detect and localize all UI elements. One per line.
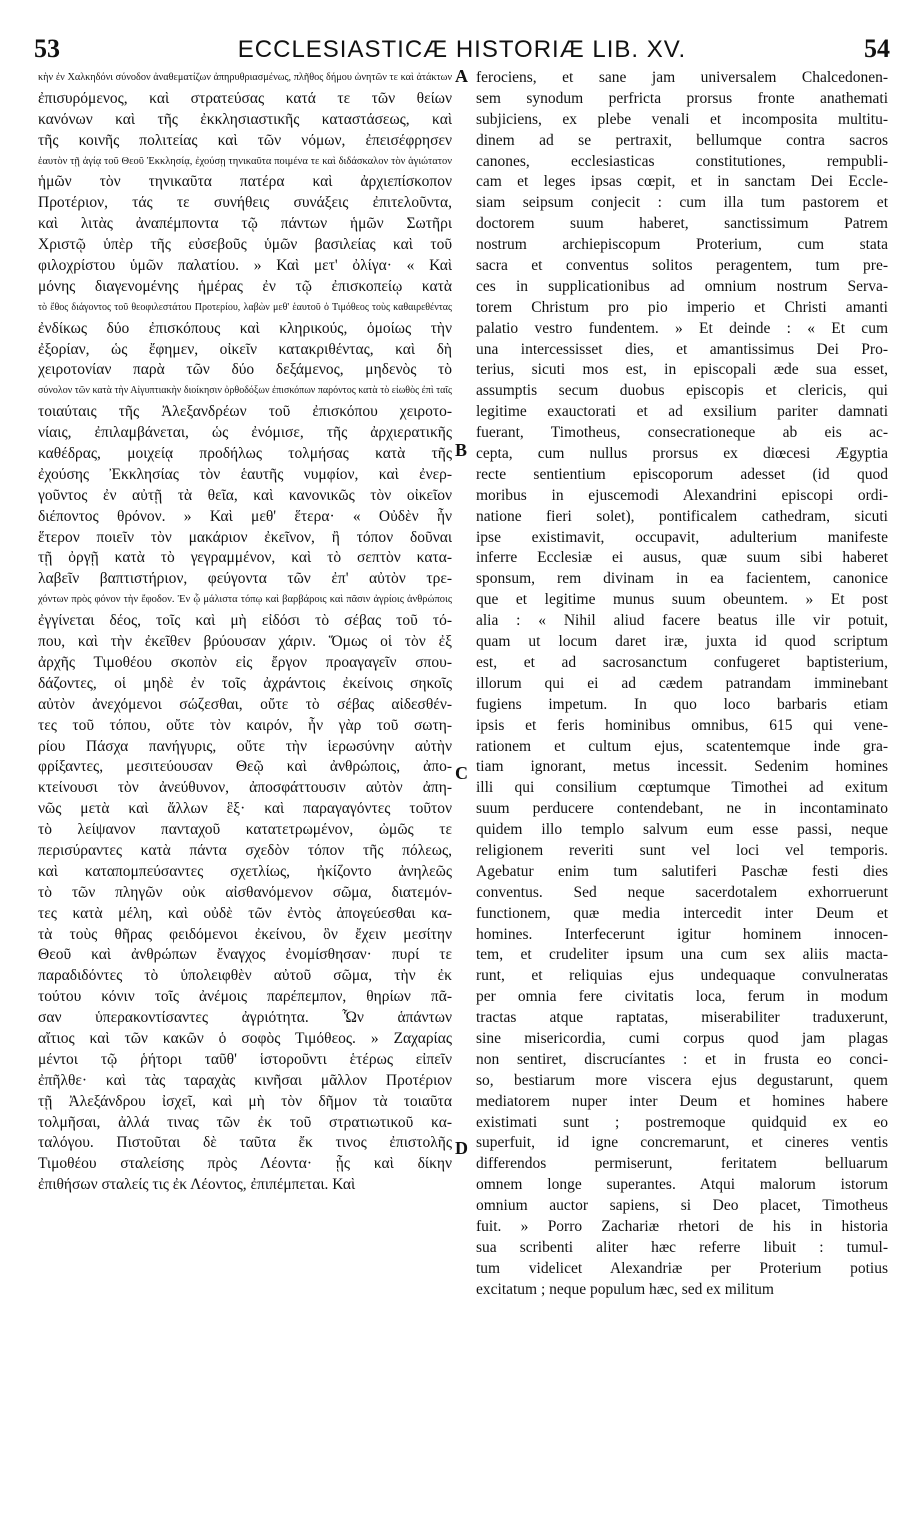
- latin-text-line: cepta, cum nullus prorsus ex diœcesi Ægyptia: [476, 445, 888, 463]
- section-marker-d: D: [455, 1138, 468, 1158]
- greek-text-line: μόνης διαγενομένης ἡμέρας ἐν τῷ ἐπισκοπείῳ κατὰ: [38, 277, 452, 295]
- latin-text-line: sacra et conventus solitos peragentem, tum pre-: [476, 257, 888, 275]
- greek-text-line: γοῦντος ἐν αὐτῇ τὰ θεῖα, καὶ κανονικῶς τὸν οἰκεῖον: [38, 486, 452, 504]
- greek-text-line: τῇ ὀργῇ κατὰ τὸ γεγραμμένον, καὶ τὸ σεπτὸν κατα-: [38, 549, 452, 567]
- greek-text-line: διέποντος θρόνον. » Καὶ μεθ' ἕτερα· « Οὐδὲν ἦν: [38, 507, 452, 525]
- latin-text-line: canones, ecclesiasticas constitutiones, rempubli-: [476, 152, 888, 170]
- greek-text-line: τὸ ἔθος διάγοντος τοῦ θεοφιλεστάτου Προτερίου, λαβὼν μεθ' ἑαυτοῦ ὁ Τιμόθεος τοὺς καθαιρεθέντας: [38, 301, 452, 313]
- greek-text-line: κτείνουσι τὸν ἀνεύθυνον, ἀποσφάττουσιν αὐτὸν ἀπη-: [38, 779, 452, 797]
- greek-text-line: τῆς κοινῆς πολιτείας καὶ τῶν νόμων, ἐπεισέφρησεν: [38, 131, 452, 149]
- greek-text-line: ἑαυτὸν τῇ ἁγίᾳ τοῦ Θεοῦ Ἐκκλησίᾳ, ἐχούσῃ τηνικαῦτα ποιμένα τε καὶ διδάσκαλον τὸν ἁγιώτατον: [38, 155, 452, 167]
- greek-text-line: ταλόγου. Πιστοῦται δὲ ταῦτα ἔκ τινος ἐπιστολῆς: [38, 1134, 452, 1152]
- latin-text-line: illorum qui ei ad cædem patrandam imminebant: [476, 674, 888, 692]
- greek-text-line: τὰ τοὺς θῆρας φειδόμενοι ἐκείνου, ὃν ἔχειν μεσίτην: [38, 925, 452, 943]
- latin-text-line: que et legitime munus suum obeuntem. » Et post: [476, 591, 888, 609]
- greek-text-line: αὐτὸν ἀνεχόμενοι σώζεσθαι, οὔτε τὸ σέβας αἰδεσθέν-: [38, 695, 452, 713]
- page-number-right: 54: [864, 34, 890, 63]
- greek-text-line: νίαις, ἐπιλαμβάνεται, ὡς ἐνόμισε, τῆς ἀρχιερατικῆς: [38, 424, 452, 442]
- latin-text-line: so, bestiarum more viscera ejus degustarunt, quem: [476, 1071, 888, 1089]
- latin-text-line: fuerant, Timotheus, consecrationeque ab eis ac-: [476, 424, 888, 442]
- greek-text-line: ἐγγίνεται δέος, τοῖς καὶ μὴ εἰδόσι τὸ σέβας τοῦ τό-: [38, 612, 452, 630]
- latin-text-line: sine misericordia, cumi corpus quod jam plagas: [476, 1029, 888, 1047]
- greek-text-line: δάζοντες, οἱ μηδὲ ἐν τοῖς ἀχράντοις ἐκείνοις σηκοῖς: [38, 674, 452, 692]
- latin-text-line: est, et ad sacrosanctum confugeret baptisterium,: [476, 653, 888, 671]
- running-title: ECCLESIASTICÆ HISTORIÆ LIB. XV.: [237, 36, 687, 63]
- greek-text-line: καὶ καταπομπεύσαντες σχετλίως, ἠκίζοντο ἀνηλεῶς: [38, 862, 452, 880]
- greek-text-line: Θεοῦ καὶ ἀνθρώπων ἔναγχος ἐνομίσθησαν· πυρί τε: [38, 946, 452, 964]
- latin-text-line: suum perducere contendebant, ne in incontaminato: [476, 800, 888, 818]
- greek-text-line: τολμῆσαι, ἀλλά τινας τῶν ἐκ τοῦ στρατιωτικοῦ κα-: [38, 1113, 452, 1131]
- latin-text-line: recte sentientium episcoporum adesset (id quod: [476, 465, 888, 483]
- latin-text-line: tiam ignorant, metus incessit. Sedenim homines: [476, 758, 888, 776]
- greek-text-line: Προτέριον, τάς τε συνήθεις συνάξεις ἐπιτελοῦντα,: [38, 194, 452, 212]
- greek-text-line: μέντοι τῷ ῥήτορι ταῦθ' ἱστοροῦντι ἑτέρως εἰπεῖν: [38, 1050, 452, 1068]
- latin-text-line: tum videlicet Alexandriæ per Proterium potius: [476, 1259, 888, 1277]
- latin-text-line: quidem illo templo salvum eum esse passi, neque: [476, 821, 888, 839]
- latin-text-line: doctorem suum haberet, sanctissimum Patrem: [476, 215, 888, 233]
- greek-text-line: ἐξορίαν, ὡς ἔφημεν, οἰκεῖν κατακριθέντας, καὶ δὴ: [38, 340, 452, 358]
- latin-text-line: ipsis et feris hominibus omnibus, 615 qui vene-: [476, 716, 888, 734]
- latin-column: [476, 68, 888, 1301]
- latin-text-line: ferociens, et sane jam universalem Chalcedonen-: [476, 69, 888, 86]
- greek-text-line: καὶ λιτὰς ἀναπέμποντα τῷ πάντων ἡμῶν Σωτῆρι: [38, 215, 452, 233]
- greek-text-line: τὸ τῶν πληγῶν οὐκ αἰσθανόμενον σῶμα, διατεμόν-: [38, 883, 452, 901]
- latin-text-line: Agebatur enim tum salutiferi Paschæ festi dies: [476, 862, 888, 880]
- greek-text-line: ἐπῆλθε· καὶ τὰς ταραχὰς κινῆσαι μᾶλλον Προτέριον: [38, 1071, 452, 1089]
- latin-text-line: cam et leges ipsas cœpit, et in sanctam Dei Eccle-: [476, 173, 888, 191]
- latin-text-line: runt, et reliquias ejus undequaque convulneratas: [476, 967, 888, 985]
- greek-text-line: ἐπιθήσων σταλείς τις ἐκ Λέοντος, ἐπιπέμπεται. Καὶ: [38, 1176, 356, 1194]
- section-marker-c: C: [455, 763, 468, 783]
- latin-text-line: differendos permiserunt, feritatem belluarum: [476, 1155, 888, 1173]
- greek-text-line: φρίξαντες, μεσιτεύουσαν Θεῷ καὶ ἀνθρώποις, ἀπο-: [38, 758, 452, 776]
- greek-text-line: τούτου κόνιν τοῖς ἀνέμοις παρέπεμπον, θηρίων πᾶ-: [38, 988, 452, 1006]
- greek-column: [38, 68, 452, 1196]
- latin-text-line: rationem et cultum ejus, scatentemque inde gra-: [476, 737, 888, 755]
- greek-text-line: ἡμῶν τὸν τηνικαῦτα πατέρα καὶ ἀρχιεπίσκοπον: [38, 173, 452, 191]
- greek-text-line: τῇ Ἀλεξάνδρου ἰσχεῖ, καὶ μὴ τὸν δῆμον τὰ τοιαῦτα: [38, 1092, 452, 1110]
- greek-text-line: περισύραντες κατὰ πάντα σχεδὸν τόπον τῆς πόλεως,: [38, 841, 452, 859]
- latin-text-line: palatio vestro fundentem. » Et deinde : « Et cum: [476, 319, 888, 337]
- latin-text-line: superfuit, id igne concremarunt, et cineres ventis: [476, 1134, 888, 1152]
- latin-text-line: sponsum, rem divinam in ea facientem, canonice: [476, 570, 888, 588]
- latin-text-line: omnem longe superantes. Atqui malorum istorum: [476, 1176, 888, 1194]
- greek-text-line: ρίου Πάσχα πανήγυρις, οὔτε τὴν ἱερωσύνην αὐτὴν: [38, 737, 452, 755]
- latin-text-line: subjiciens, ex plebe venali et incomposita multitu-: [476, 110, 888, 128]
- latin-text-line: quam ut locum daret iræ, juxta id quod scriptum: [476, 633, 888, 651]
- latin-text-line: illi qui consilium cœptumque Timothei ad exitum: [476, 779, 888, 797]
- latin-text-line: homines. Interfecerunt igitur hominem innocen-: [476, 925, 888, 943]
- latin-text-line: alia : « Nihil aliud facere beatus ille vir potuit,: [476, 612, 888, 630]
- latin-text-line: dinem ad se pertraxit, bellumque contra sacros: [476, 131, 888, 149]
- greek-text-line: που, καὶ τὴν ἐκεῖθεν βρύουσαν χάριν. Ὅμως οἱ τὸν ἐξ: [38, 633, 452, 651]
- latin-text-line: nostrum archiepiscopum Proterium, cum stata: [476, 236, 888, 254]
- greek-text-line: κὴν ἐν Χαλκηδόνι σύνοδον ἀναθεματίζων ἀπηρυθριασμένως, πλῆθος δήμου ὠνητῶν τε καὶ ἀτάκτων: [38, 72, 452, 83]
- section-marker-a: A: [455, 66, 468, 86]
- latin-text-line: per omnia fere civitatis loca, ferum in modum: [476, 988, 888, 1006]
- greek-text-line: ἐχούσης Ἐκκλησίας τὸν ἑαυτῆς νυμφίον, καὶ ἐνερ-: [38, 465, 452, 483]
- greek-text-line: ἐνδίκως δύο ἐπισκόπους καὶ κληρικούς, ὁμοίως τὴν: [38, 319, 452, 337]
- greek-text-line: χειροτονίαν παρὰ τῶν δύο δεξάμενος, μηδενὸς τὸ: [38, 361, 452, 379]
- section-marker-b: B: [455, 440, 468, 460]
- greek-text-line: τες τοῦ τόπου, οὔτε τὸν καιρόν, ἦν γὰρ τοῦ σωτη-: [38, 716, 452, 734]
- latin-text-line: tem, et crudeliter ipsum una cum sex aliis macta-: [476, 946, 888, 964]
- latin-text-line: assumptis secum duobus episcopis et clericis, qui: [476, 382, 888, 400]
- latin-text-line: tractas atque raptatas, miserabiliter traduxerunt,: [476, 1009, 888, 1027]
- latin-text-line: una intercessisset dies, et amantissimus Dei Pro-: [476, 340, 888, 358]
- greek-text-line: αἴτιος καὶ τῶν κακῶν ὁ σοφὸς Τιμόθεος. » Ζαχαρίας: [38, 1029, 452, 1047]
- greek-text-line: ἐπισυρόμενος, καὶ στρατεύσας κατά τε τῶν θείων: [38, 89, 452, 107]
- latin-text-line: fuit. » Porro Zachariæ rhetori de his in historia: [476, 1217, 888, 1235]
- latin-text-line: moribus in ejuscemodi Alexandrini episcopi ordi-: [476, 486, 888, 504]
- greek-text-line: νῶς μετὰ καὶ ἄλλων ἓξ· καὶ παραγαγόντες τοῦτον: [38, 800, 452, 818]
- greek-text-line: σύνολον τῶν κατὰ τὴν Αἰγυπτιακὴν διοίκησιν ὀρθοδόξων ἐπισκόπων παρόντος κατὰ τὸ εἰωθὸς ἐπὶ ταῖς: [38, 385, 452, 397]
- latin-text-line: terius, sicuti mos est, in episcopali æde sua esset,: [476, 361, 888, 379]
- greek-text-line: κανόνων καὶ τῆς ἐκκλησιαστικῆς καταστάσεως, καὶ: [38, 110, 452, 128]
- greek-text-line: φιλοχρίστου ὑμῶν παλατίου. » Καὶ μετ' ὀλίγα· « Καὶ: [38, 257, 452, 275]
- greek-text-line: ἀρχῆς Τιμοθέου σκοπὸν εἰς ἔργον προαγαγεῖν σπου-: [38, 653, 452, 671]
- latin-text-line: sem synodum perfricta prorsus fronte anathemati: [476, 89, 888, 107]
- latin-text-line: sua scribenti aliter hæc referre libuit : tumul-: [476, 1238, 888, 1256]
- latin-text-line: inferre Ecclesiæ ei ausus, quæ suum sibi haberet: [476, 549, 888, 567]
- greek-text-line: παραδιδόντες τὸ ὑπολειφθὲν αὐτοῦ σῶμα, τὴν ἐκ: [38, 967, 452, 985]
- page-header: [0, 34, 924, 70]
- latin-text-line: siam seipsum conjecit : cum illa tum pastorem et: [476, 194, 888, 212]
- greek-text-line: σαν ὑπερακοντίσαντες ἀγριότητα. Ὧν ἁπάντων: [38, 1009, 452, 1027]
- greek-text-line: τοιαύταις τῆς Ἀλεξανδρέων τοῦ ἐπισκόπου χειροτο-: [38, 403, 452, 421]
- greek-text-line: καθέδρας, μοιχείᾳ προδήλως τολμήσας κατὰ τῆς: [38, 445, 452, 463]
- latin-text-line: functionem, quæ media intercedit inter Deum et: [476, 904, 888, 922]
- latin-text-line: existimati sunt ; postremoque quidquid ex eo: [476, 1113, 888, 1131]
- latin-text-line: mediatorem nuper inter Deum et homines habere: [476, 1092, 888, 1110]
- latin-text-line: fugiens impetum. In quo loco barbaris etiam: [476, 695, 888, 713]
- greek-text-line: λαβεῖν βαπτιστήριον, φεύγοντα τῶν ἐπ' αὐτὸν τρε-: [38, 570, 452, 588]
- latin-text-line: omnium auctor sapiens, si Deo placet, Timotheus: [476, 1197, 888, 1215]
- greek-text-line: Τιμοθέου σταλείσης πρὸς Λέοντα· ᾗς καὶ δίκην: [38, 1155, 452, 1173]
- page-number-left: 53: [34, 34, 60, 63]
- latin-text-line: ces in supplicationibus ad omnium nostrum Serva-: [476, 277, 888, 295]
- latin-text-line: non sentiret, discrucíantes : et in frusta eo conci-: [476, 1050, 888, 1068]
- latin-text-line: torem Christum pro pio imperio et Christi amanti: [476, 298, 888, 316]
- greek-text-line: Χριστῷ ὑπὲρ τῆς εὐσεβοῦς ὑμῶν βασιλείας καὶ τοῦ: [38, 236, 452, 254]
- greek-text-line: ἕτερον ποιεῖν τὸν μακάριον ἐκεῖνον, ἢ τόπον δοῦναι: [38, 528, 452, 546]
- latin-text-line: conventus. Sed neque sacerdotalem exhorruerunt: [476, 883, 888, 901]
- greek-text-line: χόντων πρὸς φόνον τὴν ἔφοδον. Ἐν ᾧ μάλιστα τόπῳ καὶ βαρβάροις καὶ πᾶσιν ἀγρίοις ἀνθρώποις: [38, 594, 452, 606]
- latin-text-line: ipse existimavit, occupavit, adulterium manifeste: [476, 528, 888, 546]
- latin-text-line: natione fieri solet), pontificalem cathedram, sicuti: [476, 507, 888, 525]
- latin-text-line: excitatum ; neque populum hæc, sed ex militum: [476, 1280, 774, 1298]
- latin-text-line: religionem reveriti sunt vel loci vel temporis.: [476, 841, 888, 859]
- greek-text-line: τες κατὰ μέλη, καὶ οὐδὲ τῶν ἐντὸς ἀπογεύεσθαι κα-: [38, 904, 452, 922]
- greek-text-line: τὸ λείψανον πανταχοῦ κατατετρωμένον, ὠμῶς τε: [38, 821, 452, 839]
- latin-text-line: legitime exauctorati et ad exsilium pariter damnati: [476, 403, 888, 421]
